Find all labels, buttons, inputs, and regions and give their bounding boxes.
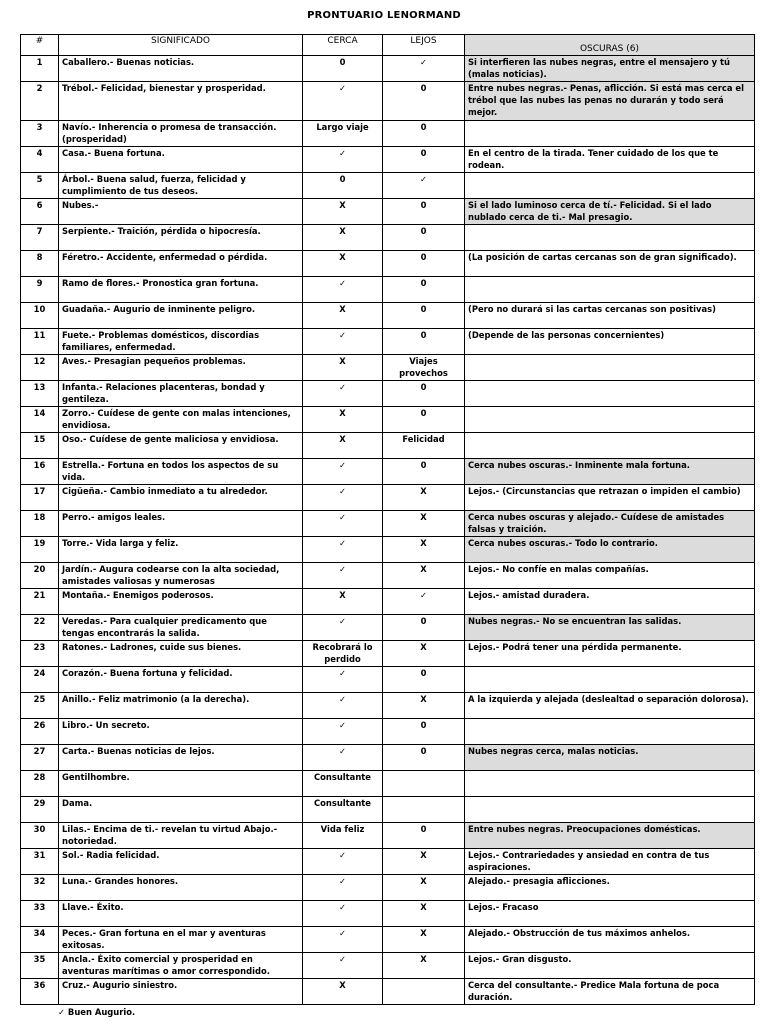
row-meaning: Trébol.- Felicidad, bienestar y prosperidad. (59, 82, 303, 121)
row-number: 34 (21, 927, 59, 953)
row-number: 29 (21, 797, 59, 823)
row-number: 28 (21, 771, 59, 797)
row-number: 16 (21, 459, 59, 485)
table-row (21, 303, 755, 329)
row-number: 32 (21, 875, 59, 901)
row-far: X (383, 511, 465, 537)
table-row (21, 511, 755, 537)
row-number: 14 (21, 407, 59, 433)
row-dark-note: Cerca nubes oscuras.- Inminente mala fortuna. (465, 459, 755, 485)
row-number: 36 (21, 979, 59, 1005)
row-dark-note: Cerca del consultante.- Predice Mala fortuna de poca duración. (465, 979, 755, 1005)
row-far: X (383, 927, 465, 953)
row-far: Viajes provechos (383, 355, 465, 381)
row-near: ✓ (303, 667, 383, 693)
row-dark-note (465, 407, 755, 433)
row-near: X (303, 303, 383, 329)
row-meaning: Fuete.- Problemas domésticos, discordias familiares, enfermedad. (59, 329, 303, 355)
page-title: PRONTUARIO LENORMAND (307, 10, 461, 21)
row-meaning: Carta.- Buenas noticias de lejos. (59, 745, 303, 771)
row-far: 0 (383, 329, 465, 355)
table-row (21, 953, 755, 979)
row-far: X (383, 953, 465, 979)
lenormand-table (20, 34, 755, 1005)
row-near: ✓ (303, 537, 383, 563)
row-far: 0 (383, 277, 465, 303)
row-dark-note (465, 225, 755, 251)
table-row (21, 433, 755, 459)
row-near: ✓ (303, 901, 383, 927)
row-far: Felicidad (383, 433, 465, 459)
table-row (21, 563, 755, 589)
row-near: ✓ (303, 615, 383, 641)
table-row (21, 459, 755, 485)
row-dark-note (465, 277, 755, 303)
header-near: CERCA (303, 35, 383, 56)
row-number: 30 (21, 823, 59, 849)
row-meaning: Zorro.- Cuídese de gente con malas intenciones, envidiosa. (59, 407, 303, 433)
table-row (21, 56, 755, 82)
row-near: X (303, 979, 383, 1005)
row-dark-note: A la izquierda y alejada (deslealtad o separación dolorosa). (465, 693, 755, 719)
row-near: ✓ (303, 927, 383, 953)
row-number: 24 (21, 667, 59, 693)
table-row (21, 329, 755, 355)
row-far: 0 (383, 303, 465, 329)
row-near: X (303, 589, 383, 615)
row-dark-note: Lejos.- Gran disgusto. (465, 953, 755, 979)
row-near: Consultante (303, 771, 383, 797)
row-number: 20 (21, 563, 59, 589)
row-near: Vida feliz (303, 823, 383, 849)
row-meaning: Llave.- Éxito. (59, 901, 303, 927)
row-number: 17 (21, 485, 59, 511)
row-near: ✓ (303, 693, 383, 719)
row-number: 19 (21, 537, 59, 563)
row-far: 0 (383, 225, 465, 251)
row-meaning: Ramo de flores.- Pronostica gran fortuna. (59, 277, 303, 303)
row-dark-note (465, 381, 755, 407)
row-near: X (303, 225, 383, 251)
row-number: 12 (21, 355, 59, 381)
row-far: 0 (383, 615, 465, 641)
row-near: ✓ (303, 563, 383, 589)
row-number: 27 (21, 745, 59, 771)
row-near: ✓ (303, 719, 383, 745)
row-number: 22 (21, 615, 59, 641)
row-dark-note: Lejos.- Fracaso (465, 901, 755, 927)
row-near: 0 (303, 173, 383, 199)
table-row (21, 849, 755, 875)
table-row (21, 719, 755, 745)
row-dark-note (465, 355, 755, 381)
row-meaning: Peces.- Gran fortuna en el mar y aventuras exitosas. (59, 927, 303, 953)
row-meaning: Árbol.- Buena salud, fuerza, felicidad y cumplimiento de tus deseos. (59, 173, 303, 199)
row-dark-note: Lejos.- (Circunstancias que retrazan o impiden el cambio) (465, 485, 755, 511)
row-near: ✓ (303, 277, 383, 303)
row-number: 13 (21, 381, 59, 407)
row-far: ✓ (383, 173, 465, 199)
row-number: 6 (21, 199, 59, 225)
row-dark-note: Lejos.- Podrá tener una pérdida permanente. (465, 641, 755, 667)
header-row (21, 35, 755, 56)
row-meaning: Cigüeña.- Cambio inmediato a tu alrededor. (59, 485, 303, 511)
table-row (21, 771, 755, 797)
table-row (21, 979, 755, 1005)
row-meaning: Sol.- Radia felicidad. (59, 849, 303, 875)
row-meaning: Casa.- Buena fortuna. (59, 147, 303, 173)
row-far: 0 (383, 745, 465, 771)
row-number: 35 (21, 953, 59, 979)
table-row (21, 797, 755, 823)
row-far (383, 771, 465, 797)
row-meaning: Serpiente.- Traición, pérdida o hipocresía. (59, 225, 303, 251)
row-dark-note: Lejos.- amistad duradera. (465, 589, 755, 615)
row-dark-note: Nubes negras.- No se encuentran las salidas. (465, 615, 755, 641)
row-far: 0 (383, 719, 465, 745)
row-far: X (383, 849, 465, 875)
row-near: X (303, 199, 383, 225)
row-number: 2 (21, 82, 59, 121)
row-near: ✓ (303, 82, 383, 121)
header-dark: OSCURAS (6) (465, 35, 755, 56)
row-far: 0 (383, 147, 465, 173)
table-row (21, 901, 755, 927)
header-far: LEJOS (383, 35, 465, 56)
row-meaning: Guadaña.- Augurio de inminente peligro. (59, 303, 303, 329)
legend (58, 1007, 135, 1018)
table-row (21, 277, 755, 303)
table-row (21, 875, 755, 901)
row-number: 8 (21, 251, 59, 277)
table-row (21, 381, 755, 407)
table-row (21, 147, 755, 173)
row-dark-note (465, 433, 755, 459)
row-meaning: Anillo.- Feliz matrimonio (a la derecha). (59, 693, 303, 719)
row-meaning: Aves.- Presagian pequeños problemas. (59, 355, 303, 381)
row-meaning: Luna.- Grandes honores. (59, 875, 303, 901)
row-dark-note: (Pero no durará si las cartas cercanas son positivas) (465, 303, 755, 329)
row-number: 4 (21, 147, 59, 173)
row-meaning: Cruz.- Augurio siniestro. (59, 979, 303, 1005)
row-meaning: Torre.- Vida larga y feliz. (59, 537, 303, 563)
row-number: 3 (21, 121, 59, 147)
row-number: 25 (21, 693, 59, 719)
row-dark-note: Lejos.- No confíe en malas compañías. (465, 563, 755, 589)
row-dark-note (465, 719, 755, 745)
row-number: 26 (21, 719, 59, 745)
row-near: ✓ (303, 459, 383, 485)
row-far: X (383, 537, 465, 563)
row-near: ✓ (303, 745, 383, 771)
table-row (21, 407, 755, 433)
row-far: X (383, 641, 465, 667)
row-meaning: Dama. (59, 797, 303, 823)
row-far: 0 (383, 823, 465, 849)
row-meaning: Gentilhombre. (59, 771, 303, 797)
table-row (21, 173, 755, 199)
row-number: 5 (21, 173, 59, 199)
row-far: 0 (383, 667, 465, 693)
table-row (21, 121, 755, 147)
row-far: 0 (383, 407, 465, 433)
row-dark-note (465, 797, 755, 823)
row-near: ✓ (303, 875, 383, 901)
table-row (21, 615, 755, 641)
row-dark-note: Cerca nubes oscuras y alejado.- Cuídese de amistades falsas y traición. (465, 511, 755, 537)
row-meaning: Féretro.- Accidente, enfermedad o pérdida. (59, 251, 303, 277)
row-far: 0 (383, 459, 465, 485)
row-far: X (383, 875, 465, 901)
table-row (21, 485, 755, 511)
row-near: 0 (303, 56, 383, 82)
header-num: # (21, 35, 59, 56)
table-row (21, 589, 755, 615)
table-row (21, 667, 755, 693)
row-dark-note: Alejado.- presagia aflicciones. (465, 875, 755, 901)
row-dark-note (465, 667, 755, 693)
row-near: ✓ (303, 511, 383, 537)
table-row (21, 537, 755, 563)
row-dark-note: Alejado.- Obstrucción de tus máximos anhelos. (465, 927, 755, 953)
row-dark-note (465, 771, 755, 797)
row-meaning: Montaña.- Enemigos poderosos. (59, 589, 303, 615)
row-far: 0 (383, 381, 465, 407)
row-far (383, 979, 465, 1005)
table-row (21, 225, 755, 251)
row-number: 9 (21, 277, 59, 303)
table-row (21, 82, 755, 121)
row-near: X (303, 407, 383, 433)
table-row (21, 823, 755, 849)
table-row (21, 199, 755, 225)
row-near: Largo viaje (303, 121, 383, 147)
row-dark-note: (La posición de cartas cercanas son de gran significado). (465, 251, 755, 277)
row-near: Recobrará lo perdido (303, 641, 383, 667)
row-meaning: Nubes.- (59, 199, 303, 225)
row-dark-note: Entre nubes negras. Preocupaciones domésticas. (465, 823, 755, 849)
table-row (21, 641, 755, 667)
row-near: ✓ (303, 329, 383, 355)
row-near: ✓ (303, 849, 383, 875)
row-dark-note (465, 121, 755, 147)
row-number: 31 (21, 849, 59, 875)
row-dark-note: Si interfieren las nubes negras, entre el mensajero y tú (malas noticias). (465, 56, 755, 82)
row-meaning: Jardín.- Augura codearse con la alta sociedad, amistades valiosas y numerosas (59, 563, 303, 589)
row-number: 33 (21, 901, 59, 927)
row-dark-note (465, 173, 755, 199)
row-meaning: Oso.- Cuídese de gente maliciosa y envidiosa. (59, 433, 303, 459)
table-row (21, 927, 755, 953)
row-near: ✓ (303, 953, 383, 979)
row-dark-note: Cerca nubes oscuras.- Todo lo contrario. (465, 537, 755, 563)
table-row (21, 745, 755, 771)
row-meaning: Ancla.- Éxito comercial y prosperidad en aventuras marítimas o amor correspondido. (59, 953, 303, 979)
row-dark-note: Entre nubes negras.- Penas, aflicción. Si está mas cerca el trébol que las nubes las penas no durarán y todo será mejor. (465, 82, 755, 121)
row-number: 11 (21, 329, 59, 355)
row-meaning: Caballero.- Buenas noticias. (59, 56, 303, 82)
row-dark-note: Nubes negras cerca, malas noticias. (465, 745, 755, 771)
row-meaning: Infanta.- Relaciones placenteras, bondad y gentileza. (59, 381, 303, 407)
row-near: ✓ (303, 147, 383, 173)
row-number: 23 (21, 641, 59, 667)
row-near: X (303, 251, 383, 277)
row-far: 0 (383, 82, 465, 121)
table-row (21, 355, 755, 381)
row-meaning: Perro.- amigos leales. (59, 511, 303, 537)
row-dark-note: En el centro de la tirada. Tener cuidado de los que te rodean. (465, 147, 755, 173)
row-far: X (383, 563, 465, 589)
row-number: 1 (21, 56, 59, 82)
row-meaning: Corazón.- Buena fortuna y felicidad. (59, 667, 303, 693)
row-meaning: Libro.- Un secreto. (59, 719, 303, 745)
row-far: X (383, 901, 465, 927)
legend-item-good-omen: ✓ Buen Augurio. (58, 1007, 136, 1017)
row-far (383, 797, 465, 823)
row-dark-note: Si el lado luminoso cerca de tí.- Felicidad. Si el lado nublado cerca de ti.- Mal presagio. (465, 199, 755, 225)
table-body (21, 56, 755, 1005)
row-far: ✓ (383, 589, 465, 615)
row-number: 18 (21, 511, 59, 537)
row-number: 10 (21, 303, 59, 329)
row-far: 0 (383, 199, 465, 225)
row-far: X (383, 693, 465, 719)
row-far: 0 (383, 121, 465, 147)
row-number: 15 (21, 433, 59, 459)
row-near: ✓ (303, 485, 383, 511)
row-near: X (303, 355, 383, 381)
row-meaning: Veredas.- Para cualquier predicamento que tengas encontrarás la salida. (59, 615, 303, 641)
row-number: 7 (21, 225, 59, 251)
row-dark-note: (Depende de las personas concernientes) (465, 329, 755, 355)
header-meaning: SIGNIFICADO (59, 35, 303, 56)
row-number: 21 (21, 589, 59, 615)
row-dark-note: Lejos.- Contrariedades y ansiedad en contra de tus aspiraciones. (465, 849, 755, 875)
table-row (21, 251, 755, 277)
row-meaning: Lilas.- Encima de ti.- revelan tu virtud Abajo.- notoriedad. (59, 823, 303, 849)
row-near: Consultante (303, 797, 383, 823)
row-far: 0 (383, 251, 465, 277)
row-meaning: Navío.- Inherencia o promesa de transacción. (prosperidad) (59, 121, 303, 147)
row-near: X (303, 433, 383, 459)
row-near: ✓ (303, 381, 383, 407)
row-far: ✓ (383, 56, 465, 82)
row-meaning: Ratones.- Ladrones, cuide sus bienes. (59, 641, 303, 667)
row-meaning: Estrella.- Fortuna en todos los aspectos de su vida. (59, 459, 303, 485)
row-far: X (383, 485, 465, 511)
table-row (21, 693, 755, 719)
